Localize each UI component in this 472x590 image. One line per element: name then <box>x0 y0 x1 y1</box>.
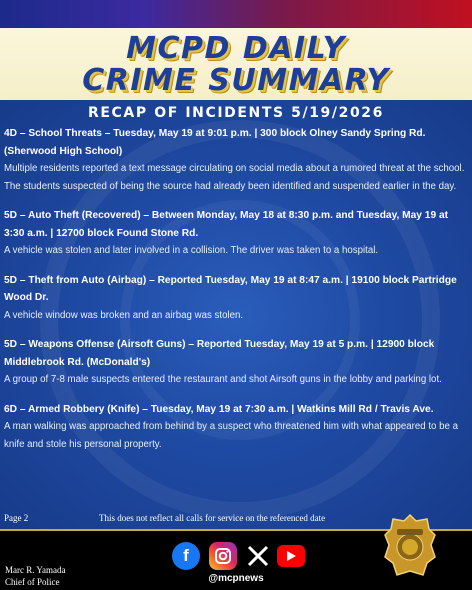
incident-item <box>4 125 466 195</box>
top-color-band <box>0 0 472 30</box>
chief-name: Marc R. Yamada <box>5 565 66 575</box>
incident-details: Multiple residents reported a text message circulating on social media about a rumored threat at the school. The students suspected of being the source had already been identified and suspended earlier in the day. <box>4 163 465 192</box>
chief-title: Chief of Police <box>5 577 60 587</box>
social-handle[interactable]: @mcpnews <box>208 573 264 584</box>
incident-headline: 4D – School Threats – Tuesday, May 19 at 9:01 p.m. | 300 block Olney Sandy Spring Rd. (Sherwood High School) <box>4 128 426 157</box>
page-title-line1: MCPD DAILY <box>126 31 346 66</box>
disclaimer: This does not reflect all calls for service on the referenced date <box>99 513 326 523</box>
incidents-panel <box>0 100 472 530</box>
instagram-icon[interactable] <box>209 542 237 570</box>
incident-details: A man walking was approached from behind by a suspect who threatened him with what appeared to be a knife and stole his personal property. <box>4 421 458 450</box>
incident-details: A vehicle was stolen and later involved in a collision. The driver was taken to a hospital. <box>4 245 379 256</box>
incident-headline: 5D – Theft from Auto (Airbag) – Reported Tuesday, May 19 at 8:47 a.m. | 19100 block Partridge Wood Dr. <box>4 274 457 303</box>
x-icon[interactable] <box>244 542 272 570</box>
recap-heading: RECAP OF INCIDENTS 5/19/2026 <box>88 105 384 121</box>
page-title-line2: CRIME SUMMARY <box>82 63 390 98</box>
incident-item <box>4 336 466 389</box>
police-badge-logo <box>383 513 437 581</box>
facebook-icon[interactable]: f <box>172 542 200 570</box>
page-number: Page 2 <box>4 513 29 523</box>
incident-details: A group of 7-8 male suspects entered the restaurant and shot Airsoft guns in the lobby and parking lot. <box>4 374 442 385</box>
title-box <box>0 28 472 100</box>
incident-item <box>4 272 466 325</box>
incident-headline: 5D – Auto Theft (Recovered) – Between Monday, May 18 at 8:30 p.m. and Tuesday, May 19 at 3:30 a.m. | 12700 block Found Stone Rd. <box>4 210 449 239</box>
incident-headline: 6D – Armed Robbery (Knife) – Tuesday, May 19 at 7:30 a.m. | Watkins Mill Rd / Travis Ave. <box>4 403 434 415</box>
footer-bar <box>0 531 472 590</box>
youtube-icon[interactable] <box>277 545 305 567</box>
incident-item <box>4 401 466 454</box>
incident-list <box>0 125 472 453</box>
incident-item <box>4 207 466 260</box>
incident-headline: 5D – Weapons Offense (Airsoft Guns) – Reported Tuesday, May 19 at 5 p.m. | 12900 block Middlebrook Rd. (McDonald's) <box>4 339 435 368</box>
incident-details: A vehicle window was broken and an airbag was stolen. <box>4 309 244 321</box>
